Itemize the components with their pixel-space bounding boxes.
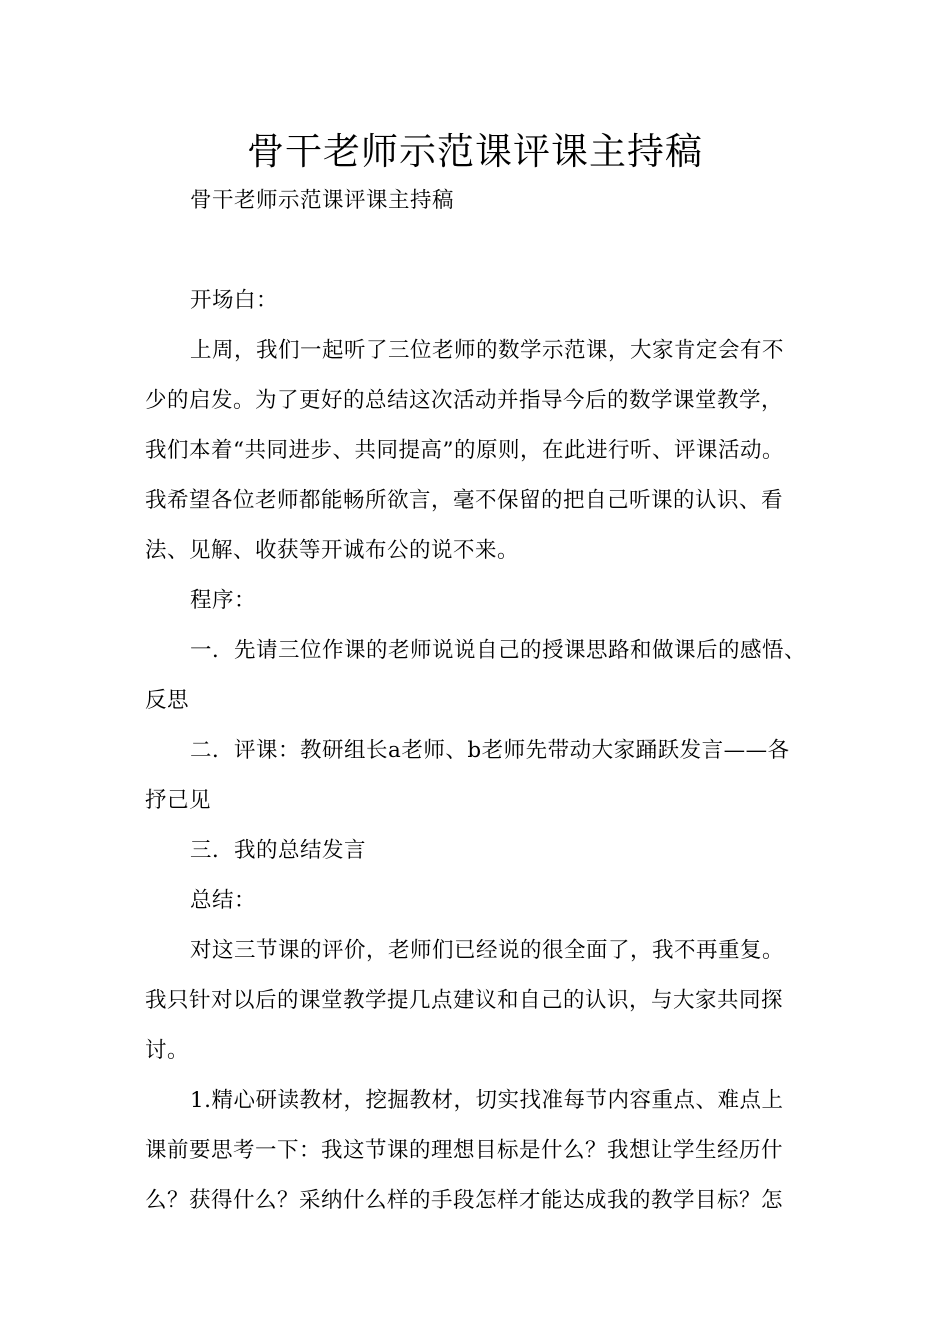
document-title: 骨干老师示范课评课主持稿 <box>247 130 703 173</box>
paragraph-line: 二．评课：教研组长a老师、b老师先带动大家踊跃发言——各 <box>190 738 790 763</box>
paragraph-line: 对这三节课的评价，老师们已经说的很全面了，我不再重复。 <box>190 938 785 963</box>
paragraph-line: 么？获得什么？采纳什么样的手段怎样才能达成我的教学目标？怎 <box>145 1188 784 1213</box>
paragraph-line: 三．我的总结发言 <box>190 838 367 863</box>
document-subtitle: 骨干老师示范课评课主持稿 <box>190 188 455 213</box>
paragraph-line: 讨。 <box>145 1038 190 1063</box>
paragraph-line: 反思 <box>145 688 190 713</box>
paragraph-line: 总结： <box>190 888 257 913</box>
paragraph-line: 开场白： <box>190 288 279 313</box>
paragraph-line: 我只针对以后的课堂教学提几点建议和自己的认识，与大家共同探 <box>145 988 784 1013</box>
paragraph-line: 程序： <box>190 588 257 613</box>
paragraph-line: 法、见解、收获等开诚布公的说不来。 <box>145 538 520 563</box>
paragraph-line: 我希望各位老师都能畅所欲言，毫不保留的把自己听课的认识、看 <box>145 488 784 513</box>
paragraph-line: 抒己见 <box>145 788 212 813</box>
paragraph-line: 1.精心研读教材，挖掘教材，切实找准每节内容重点、难点上 <box>190 1088 784 1113</box>
paragraph-line: 课前要思考一下：我这节课的理想目标是什么？我想让学生经历什 <box>145 1138 784 1163</box>
paragraph-line: 我们本着“共同进步、共同提高”的原则，在此进行听、评课活动。 <box>145 438 784 463</box>
paragraph-line: 上周，我们一起听了三位老师的数学示范课，大家肯定会有不 <box>190 338 785 363</box>
paragraph-line: 少的启发。为了更好的总结这次活动并指导今后的数学课堂教学， <box>145 388 784 413</box>
paragraph-line: 一．先请三位作课的老师说说自己的授课思路和做课后的感悟、 <box>190 638 807 663</box>
